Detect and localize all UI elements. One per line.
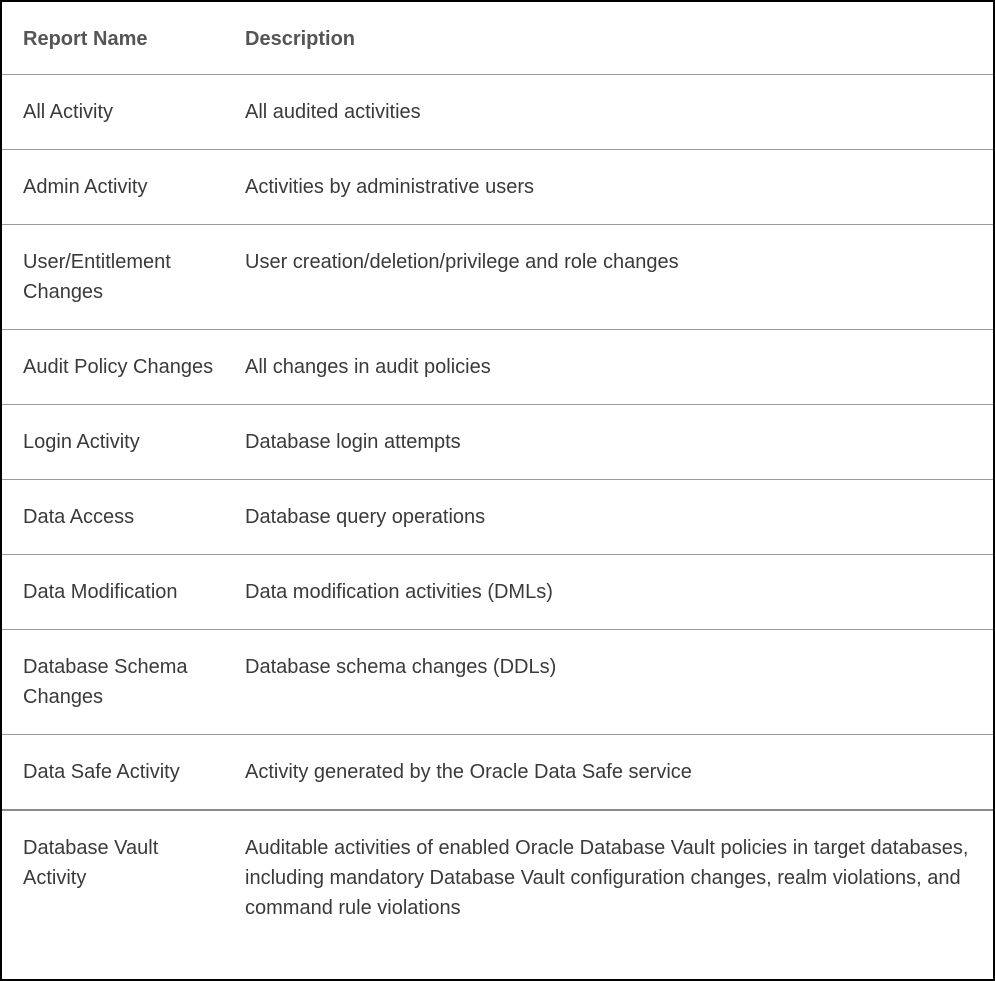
- description-cell: Database login attempts: [224, 404, 993, 479]
- report-name-cell: Data Access: [2, 479, 224, 554]
- description-cell: Activity generated by the Oracle Data Safe service: [224, 734, 993, 810]
- report-name-cell: All Activity: [2, 74, 224, 149]
- table-row: [2, 554, 993, 629]
- description-cell: Data modification activities (DMLs): [224, 554, 993, 629]
- report-table: [2, 2, 993, 945]
- description-cell: Activities by administrative users: [224, 149, 993, 224]
- table-row: [2, 629, 993, 734]
- report-name-cell: Database Vault Activity: [2, 810, 224, 945]
- description-cell: Database schema changes (DDLs): [224, 629, 993, 734]
- table-row: [2, 329, 993, 404]
- report-name-cell: Data Safe Activity: [2, 734, 224, 810]
- table-row: [2, 734, 993, 810]
- table-row: [2, 149, 993, 224]
- column-header-description: Description: [245, 28, 356, 50]
- table-row: [2, 74, 993, 149]
- report-name-cell: User/Entitlement Changes: [2, 224, 224, 329]
- report-name-cell: Data Modification: [2, 554, 224, 629]
- table-row: [2, 810, 993, 945]
- description-cell: Database query operations: [224, 479, 993, 554]
- table-row: [2, 224, 993, 329]
- table-row: [2, 404, 993, 479]
- table-row: [2, 479, 993, 554]
- report-name-cell: Admin Activity: [2, 149, 224, 224]
- description-cell: All changes in audit policies: [224, 329, 993, 404]
- description-cell: Auditable activities of enabled Oracle Database Vault policies in target databases, including mandatory Database Vault configuration changes, realm violations, and command rule violations: [224, 810, 993, 945]
- report-name-cell: Audit Policy Changes: [2, 329, 224, 404]
- table-header-row: [2, 2, 993, 74]
- description-cell: User creation/deletion/privilege and role changes: [224, 224, 993, 329]
- report-name-cell: Login Activity: [2, 404, 224, 479]
- description-cell: All audited activities: [224, 74, 993, 149]
- column-header-report-name: Report Name: [23, 28, 148, 50]
- report-name-cell: Database Schema Changes: [2, 629, 224, 734]
